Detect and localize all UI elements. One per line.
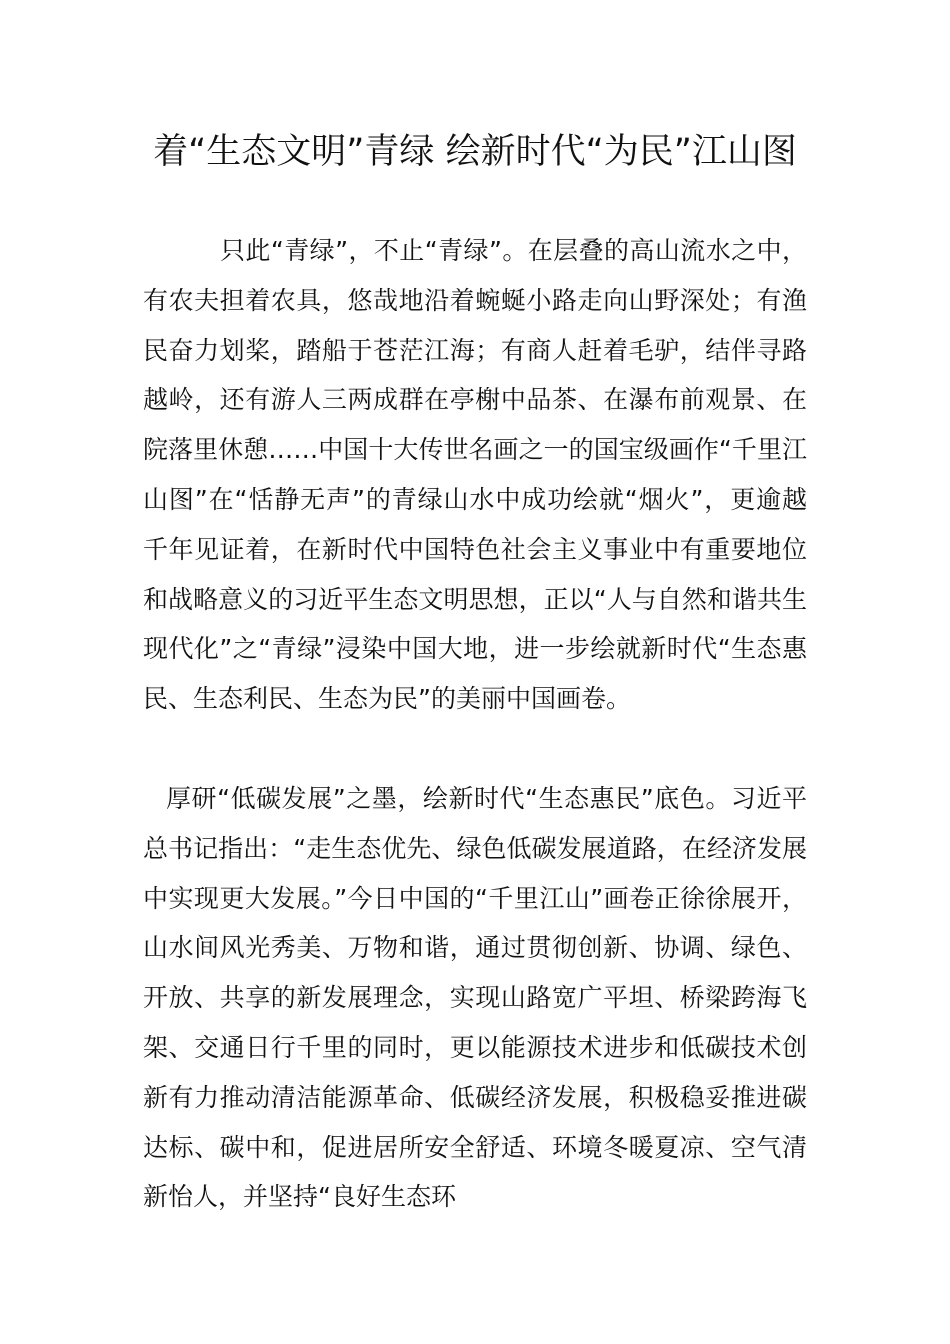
paragraph-low-carbon: 厚研“低碳发展”之墨，绘新时代“生态惠民”底色。习近平总书记指出：“走生态优先、绿色低碳发展道路，在经济发展中实现更大发展。”今日中国的“千里江山”画卷正徐徐展开，山水间风光秀美、万物和谐，通过贯彻创新、协调、绿色、开放、共享的新发展理念，实现山路宽广平坦、桥梁跨海飞架、交通日行千里的同时，更以能源技术进步和低碳技术创新有力推动清洁能源革命、低碳经济发展，积极稳妥推进碳达标、碳中和，促进居所安全舒适、环境冬暖夏凉、空气清新怡人，并坚持“良好生态环 xyxy=(143,784,807,1212)
paragraph-intro: 只此“青绿”，不止“青绿”。在层叠的高山流水之中，有农夫担着农具，悠哉地沿着蜿蜒小路走向山野深处；有渔民奋力划桨，踏船于苍茫江海；有商人赶着毛驴，结伴寻路越岭，还有游人三两成群在亭榭中品茶、在瀑布前观景、在院落里休憩……中国十大传世名画之一的国宝级画作“千里江山图”在“恬静无声”的青绿山水中成功绘就“烟火”，更逾越千年见证着，在新时代中国特色社会主义事业中有重要地位和战略意义的习近平生态文明思想，正以“人与自然和谐共生现代化”之“青绿”浸染中国大地，进一步绘就新时代“生态惠民、生态利民、生态为民”的美丽中国画卷。 xyxy=(143,236,807,714)
article-title: 着“生态文明”青绿 绘新时代“为民”江山图 xyxy=(153,132,797,172)
